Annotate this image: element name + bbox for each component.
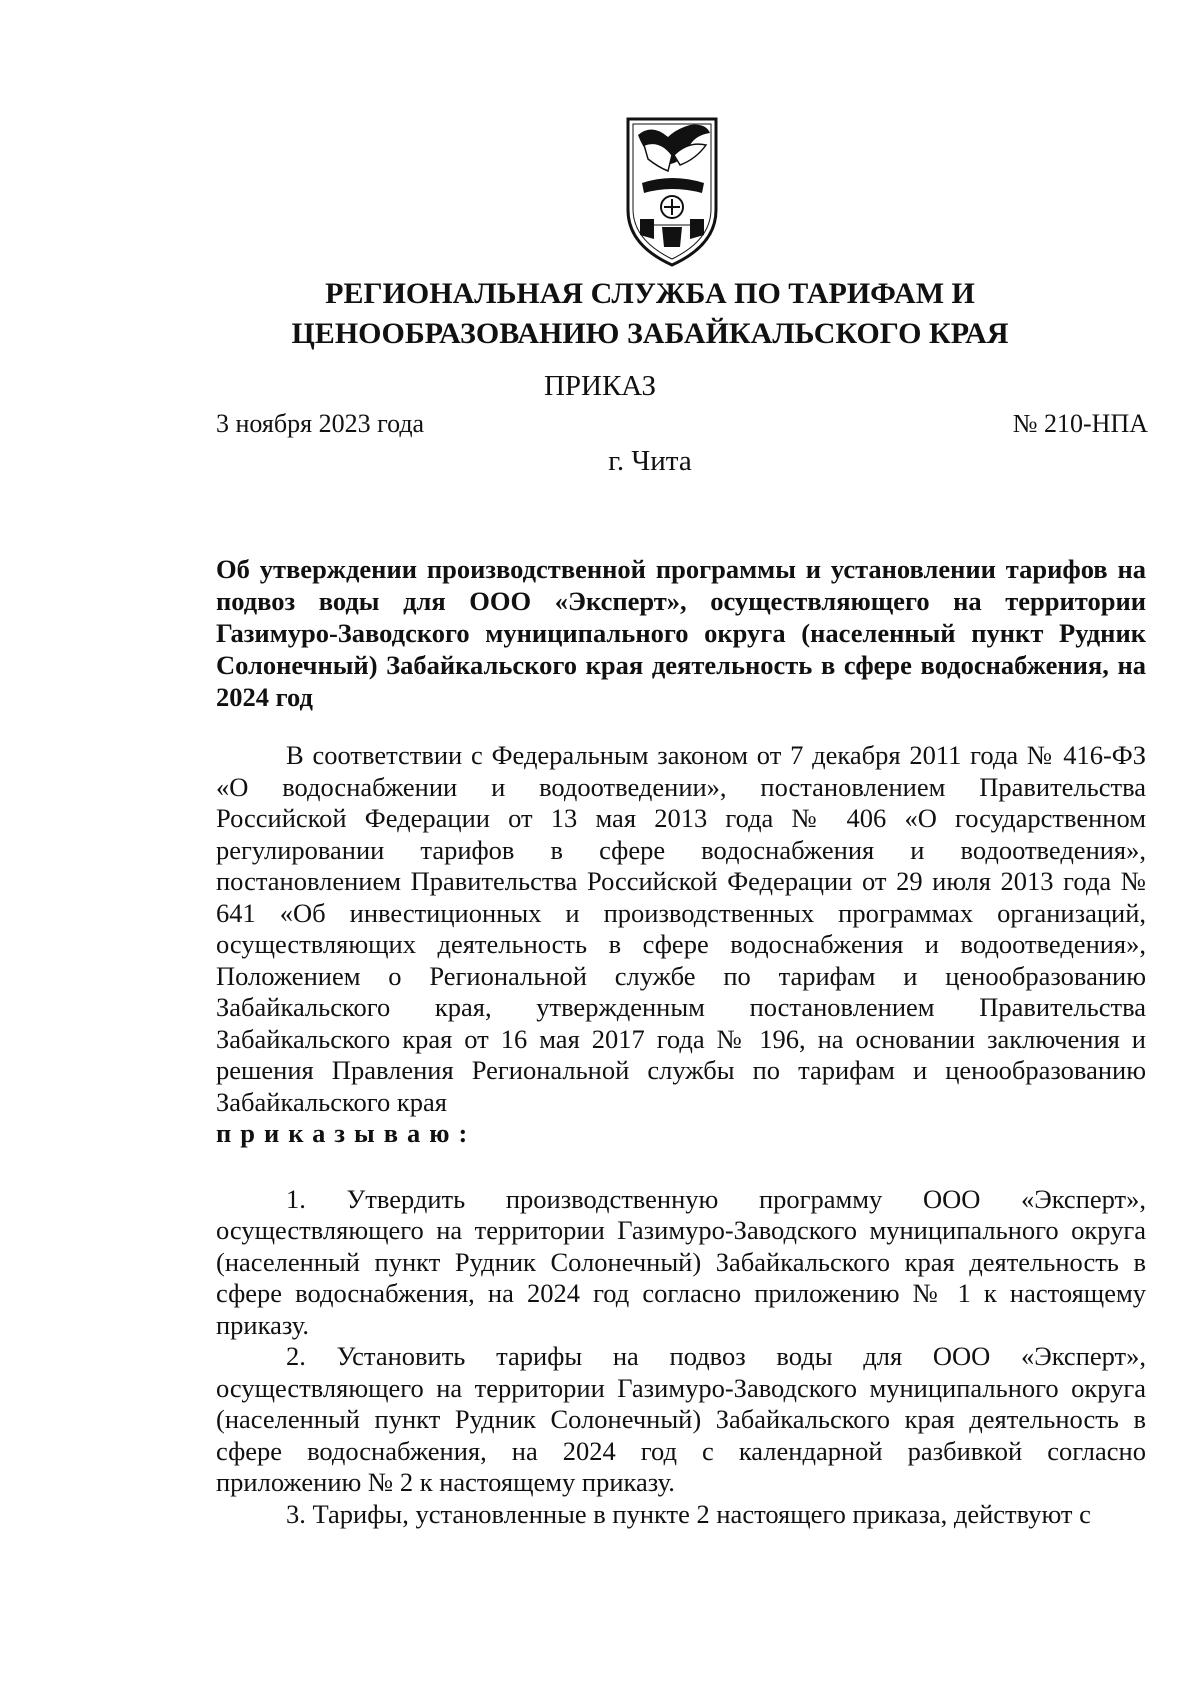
order-word: приказываю: — [216, 1118, 477, 1148]
document-number: № 210-НПА — [1012, 409, 1148, 438]
order-word-line — [216, 1118, 1146, 1150]
list-item: 1. Утвердить производственную программу ООО «Эксперт», осуществляющего на территории Газимуро-Заводского муниципального округа (населенный пункт Рудник Солонечный) Забайкальского края деятельность в сфере водоснабжения, на 2024 год согласно приложению № 1 к настоящему приказу. — [216, 1183, 1146, 1340]
authority-line-2: ЦЕНООБРАЗОВАНИЮ ЗАБАЙКАЛЬСКОГО КРАЯ — [291, 317, 1009, 350]
document-date: 3 ноября 2023 года — [216, 409, 425, 438]
coat-of-arms-icon — [624, 115, 720, 268]
document-title: Об утверждении производственной программы и установлении тарифов на подвоз воды для ООО «Эксперт», осуществляющего на территории Газимуро-Заводского муниципального округа (населенный пункт Рудник Солонечный) Забайкальского края деятельность в сфере водоснабжения, на 2024 год — [216, 554, 1146, 712]
issuing-authority — [220, 274, 1080, 354]
authority-line-1: РЕГИОНАЛЬНАЯ СЛУЖБА ПО ТАРИФАМ И — [325, 277, 975, 310]
list-item: 2. Установить тарифы на подвоз воды для ООО «Эксперт», осуществляющего на территории Газимуро-Заводского муниципального округа (населенный пункт Рудник Солонечный) Забайкальского края деятельность в сфере водоснабжения, на 2024 год с календарной разбивкой согласно приложению № 2 к настоящему приказу. — [216, 1341, 1146, 1497]
document-city: г. Чита — [608, 445, 692, 477]
preamble-text: В соответствии с Федеральным законом от 7 декабря 2011 года № 416-ФЗ «О водоснабжении и водоотведении», постановлением Правительства Российской Федерации от 13 мая 2013 года № 406 «О государственном регулировании тарифов в сфере водоснабжения и водоотведения», постановлением Правительства Российской Федерации от 29 июля 2013 года № 641 «Об инвестиционных и производственных программах организаций, осуществляющих деятельность в сфере водоснабжения и водоотведения», Положением о Региональной службе по тарифам и ценообразованию Забайкальского края, утвержденным постановлением Правительства Забайкальского края от 16 мая 2017 года № 196, на основании заключения и решения Правления Региональной службы по тарифам и ценообразованию Забайкальского края — [216, 740, 1146, 1117]
document-body — [216, 740, 1146, 1530]
document-type: ПРИКАЗ — [543, 370, 657, 402]
list-item: 3. Тарифы, установленные в пункте 2 настоящего приказа, действуют с — [286, 1498, 1091, 1529]
preamble — [216, 740, 1146, 1118]
